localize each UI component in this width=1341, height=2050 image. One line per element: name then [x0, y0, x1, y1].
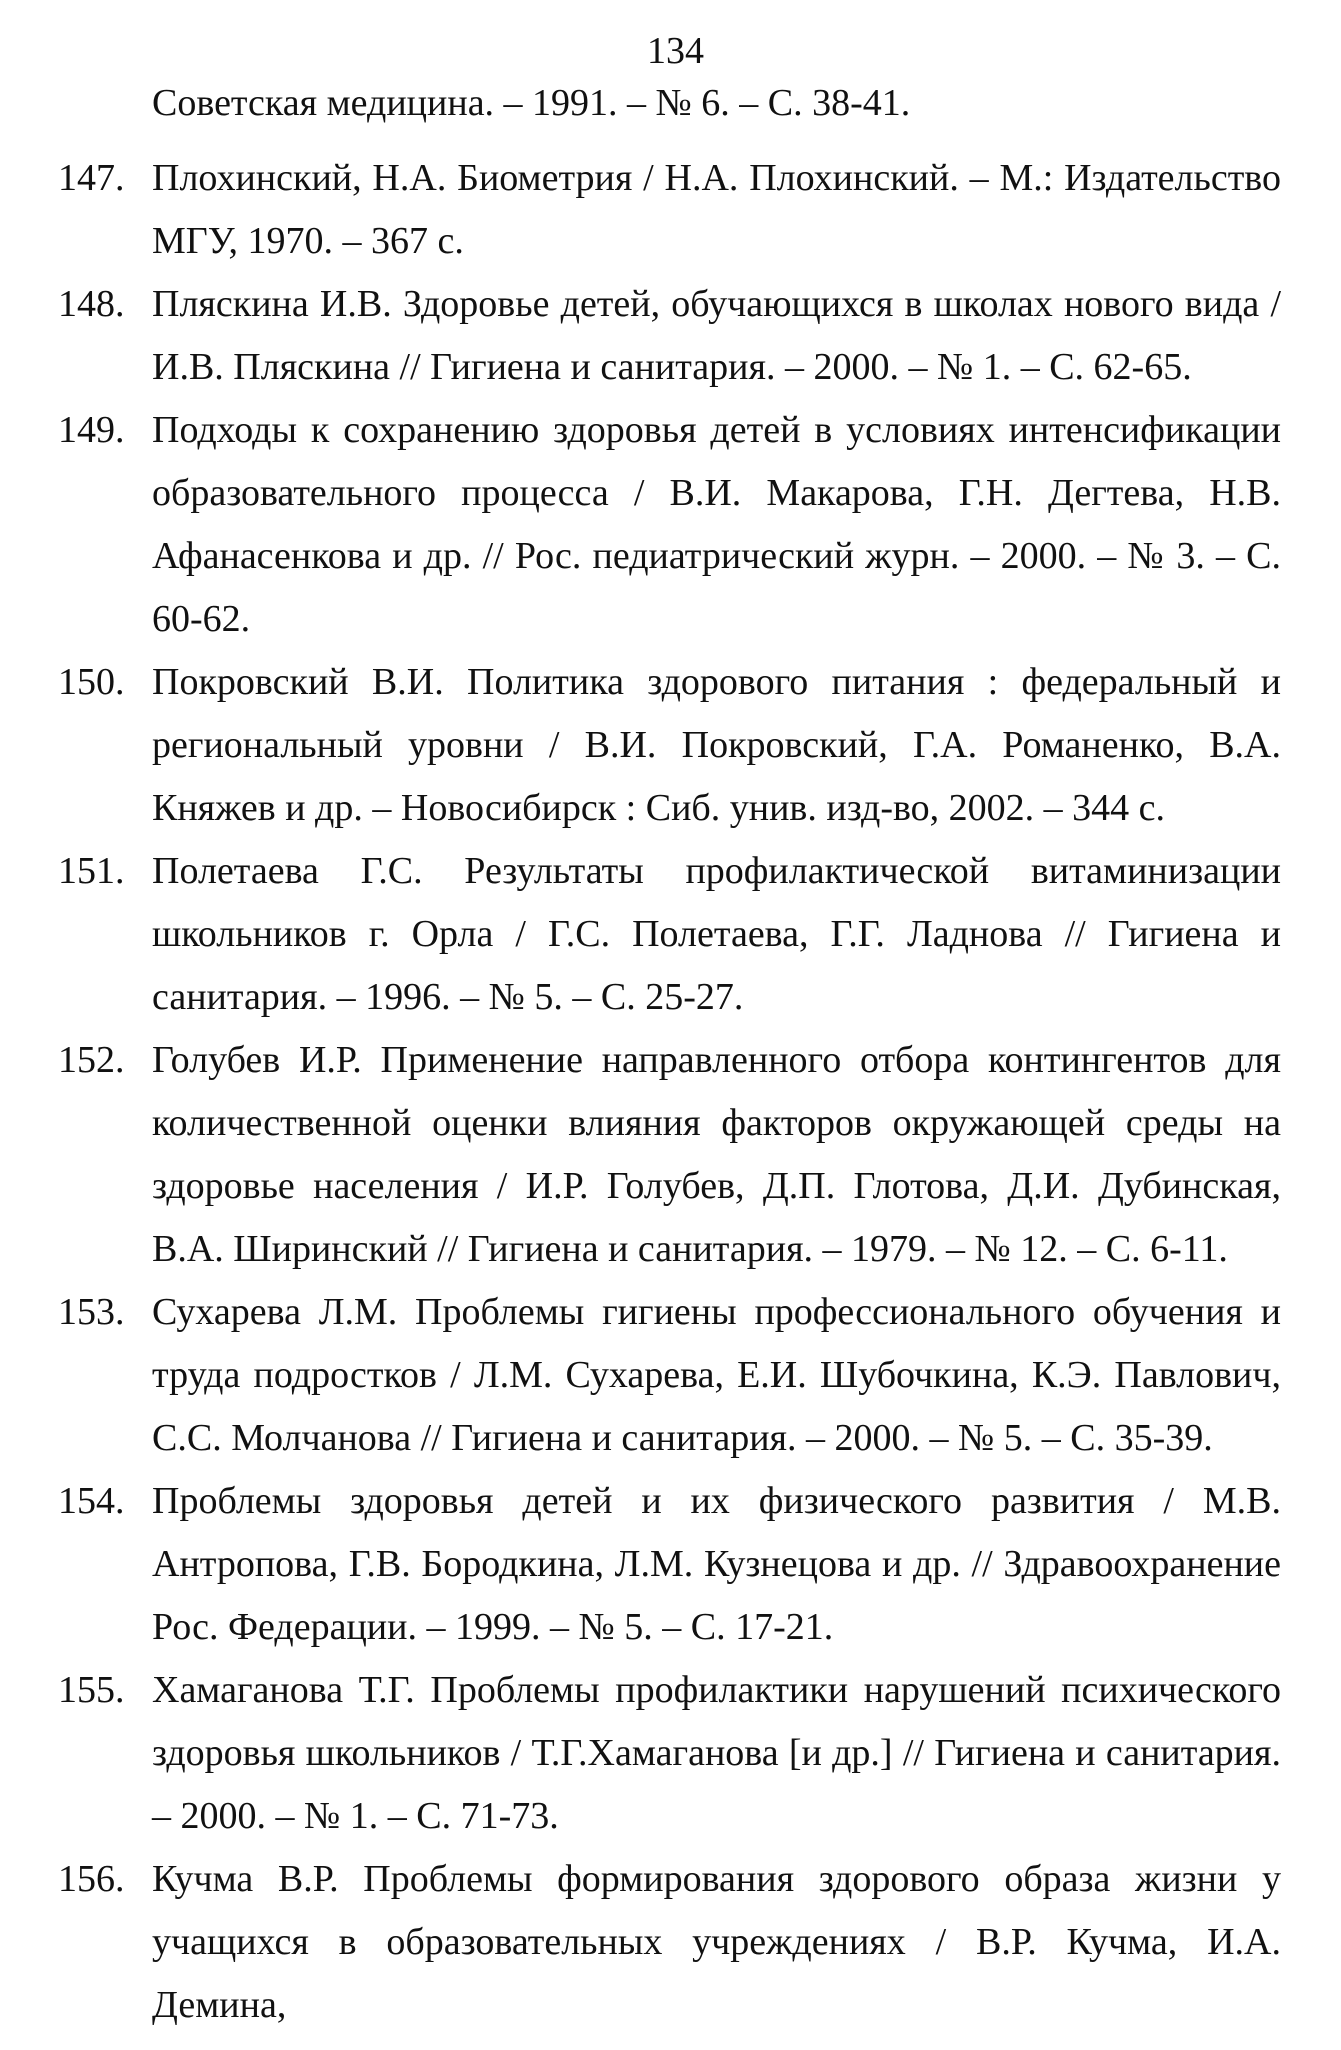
reference-item	[58, 1659, 1281, 1848]
reference-number: 148.	[58, 283, 125, 325]
reference-item	[58, 273, 1281, 399]
reference-item	[58, 1848, 1281, 2037]
reference-number: 156.	[58, 1858, 125, 1900]
reference-number: 152.	[58, 1039, 125, 1081]
reference-item	[58, 1029, 1281, 1281]
reference-number: 153.	[58, 1291, 125, 1333]
reference-item	[58, 1470, 1281, 1659]
reference-item	[58, 840, 1281, 1029]
reference-number: 154.	[58, 1480, 125, 1522]
reference-text: Покровский В.И. Политика здорового питания : федеральный и региональный уровни / В.И. Покровский, Г.А. Романенко, В.А. Княжев и др. – Новосибирск : Сиб. унив. изд-во, 2002. – 344 с.	[152, 661, 1281, 829]
reference-number: 150.	[58, 661, 125, 703]
page-number: 134	[647, 30, 704, 72]
reference-item	[58, 399, 1281, 651]
reference-number: 155.	[58, 1669, 125, 1711]
reference-continuation: Советская медицина. – 1991. – № 6. – С. 38-41.	[152, 82, 911, 124]
reference-text: Проблемы здоровья детей и их физического развития / М.В. Антропова, Г.В. Бородкина, Л.М. Кузнецова и др. // Здравоохранение Рос. Федерации. – 1999. – № 5. – С. 17-21.	[152, 1480, 1281, 1648]
reference-text: Кучма В.Р. Проблемы формирования здорового образа жизни у учащихся в образовательных учреждениях / В.Р. Кучма, И.А. Демина,	[152, 1858, 1281, 2026]
reference-text: Сухарева Л.М. Проблемы гигиены профессионального обучения и труда подростков / Л.М. Сухарева, Е.И. Шубочкина, К.Э. Павлович, С.С. Молчанова // Гигиена и санитария. – 2000. – № 5. – С. 35-39.	[152, 1291, 1281, 1459]
reference-text: Полетаева Г.С. Результаты профилактической витаминизации школьников г. Орла / Г.С. Полетаева, Г.Г. Ладнова // Гигиена и санитария. – 1996. – № 5. – С. 25-27.	[152, 850, 1281, 1018]
reference-item	[58, 1281, 1281, 1470]
reference-number: 149.	[58, 409, 125, 451]
reference-text: Подходы к сохранению здоровья детей в условиях интенсификации образовательного процесса / В.И. Макарова, Г.Н. Дегтева, Н.В. Афанасенкова и др. // Рос. педиатрический журн. – 2000. – № 3. – С. 60-62.	[152, 409, 1281, 640]
reference-list	[58, 147, 1281, 2037]
reference-text: Пляскина И.В. Здоровье детей, обучающихся в школах нового вида / И.В. Пляскина // Гигиена и санитария. – 2000. – № 1. – С. 62-65.	[152, 283, 1281, 388]
reference-item	[58, 147, 1281, 273]
reference-text: Голубев И.Р. Применение направленного отбора контингентов для количественной оценки влияния факторов окружающей среды на здоровье населения / И.Р. Голубев, Д.П. Глотова, Д.И. Дубинская, В.А. Ширинский // Гигиена и санитария. – 1979. – № 12. – С. 6-11.	[152, 1039, 1281, 1270]
reference-number: 147.	[58, 157, 125, 199]
reference-text: Хамаганова Т.Г. Проблемы профилактики нарушений психического здоровья школьников / Т.Г.Хамаганова [и др.] // Гигиена и санитария. – 2000. – № 1. – С. 71-73.	[152, 1669, 1281, 1837]
reference-number: 151.	[58, 850, 125, 892]
reference-text: Плохинский, Н.А. Биометрия / Н.А. Плохинский. – М.: Издательство МГУ, 1970. – 367 с.	[152, 157, 1281, 262]
reference-item	[58, 651, 1281, 840]
